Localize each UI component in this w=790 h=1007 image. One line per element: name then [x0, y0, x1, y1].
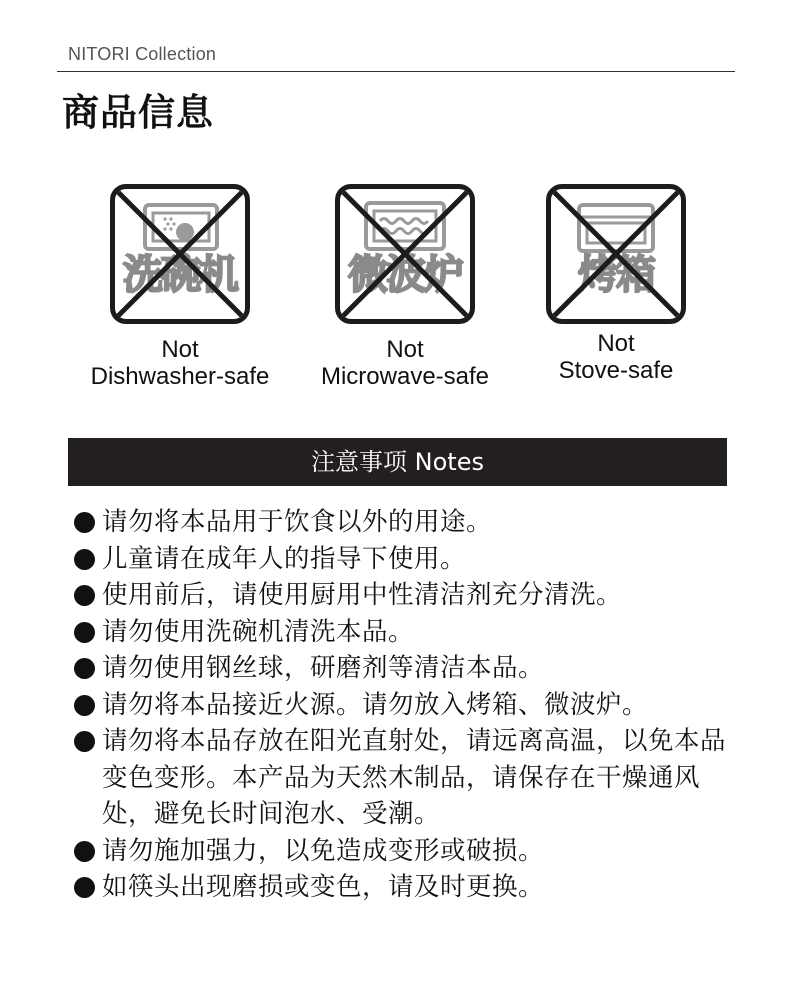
- prohibited-cross-icon: [551, 189, 681, 319]
- microwave-not-label: Not: [386, 336, 424, 363]
- dishwasher-caption: [60, 336, 300, 390]
- microwave-safe-label: Microwave-safe: [320, 363, 490, 390]
- list-item: [74, 650, 739, 687]
- note-text: 请勿使用钢丝球，研磨剂等清洁本品。: [102, 653, 545, 683]
- dishwasher-cjk-label: 洗碗机: [123, 252, 237, 298]
- header-divider: [57, 71, 735, 72]
- note-text: 请勿施加强力，以免造成变形或破损。: [102, 835, 545, 866]
- note-text: 请勿使用洗碗机清洗本品。: [102, 616, 415, 647]
- note-text: 请勿将本品存放在阳光直射处，请远离高温，以免本品变色变形。本产品为天然木制品，请保存在干燥通风处，避免长时间泡水、受潮。: [102, 726, 727, 829]
- oven-safe-label: Stove-safe: [558, 357, 674, 384]
- bullet-dot-icon: [74, 841, 95, 862]
- brand-name: NITORI Collection: [68, 44, 217, 64]
- notes-heading: 注意事项 Notes: [68, 438, 727, 486]
- icon-block-microwave: [285, 184, 525, 390]
- bullet-dot-icon: [74, 877, 95, 898]
- note-text: 使用前后，请使用厨用中性清洁剂充分清洗。: [102, 580, 623, 610]
- dishwasher-icon: [110, 184, 250, 324]
- note-text: 请勿将本品用于饮食以外的用途。: [102, 507, 493, 537]
- list-item: [74, 833, 739, 870]
- oven-not-label: Not: [597, 330, 635, 357]
- bullet-dot-icon: [74, 512, 95, 533]
- microwave-icon: [335, 184, 475, 324]
- dishwasher-safe-label: Dishwasher-safe: [90, 363, 270, 390]
- bullet-dot-icon: [74, 731, 95, 752]
- notes-list: [74, 504, 739, 906]
- list-item: [74, 869, 739, 906]
- prohibited-cross-icon: [340, 189, 470, 319]
- list-item: [74, 614, 739, 651]
- list-item: [74, 541, 739, 578]
- note-text: 请勿将本品接近火源。请勿放入烤箱、微波炉。: [102, 689, 649, 720]
- oven-icon: [546, 184, 686, 324]
- page-title: 商品信息: [62, 91, 214, 134]
- prohibited-cross-icon: [115, 189, 245, 319]
- oven-cjk-label: 烤箱: [578, 252, 654, 298]
- bullet-dot-icon: [74, 549, 95, 570]
- note-text: 儿童请在成年人的指导下使用。: [102, 543, 467, 574]
- dishwasher-not-label: Not: [161, 336, 199, 363]
- bullet-dot-icon: [74, 658, 95, 679]
- list-item: [74, 577, 739, 614]
- bullet-dot-icon: [74, 695, 95, 716]
- bullet-dot-icon: [74, 585, 95, 606]
- icon-block-dishwasher: [60, 184, 300, 390]
- icon-block-oven: [496, 184, 736, 384]
- list-item: [74, 687, 739, 724]
- bullet-dot-icon: [74, 622, 95, 643]
- microwave-cjk-label: 微波炉: [348, 252, 462, 298]
- note-text: 如筷头出现磨损或变色，请及时更换。: [102, 872, 545, 902]
- list-item: [74, 504, 739, 541]
- list-item: [74, 723, 739, 833]
- microwave-caption: [285, 336, 525, 390]
- oven-caption: [496, 330, 736, 384]
